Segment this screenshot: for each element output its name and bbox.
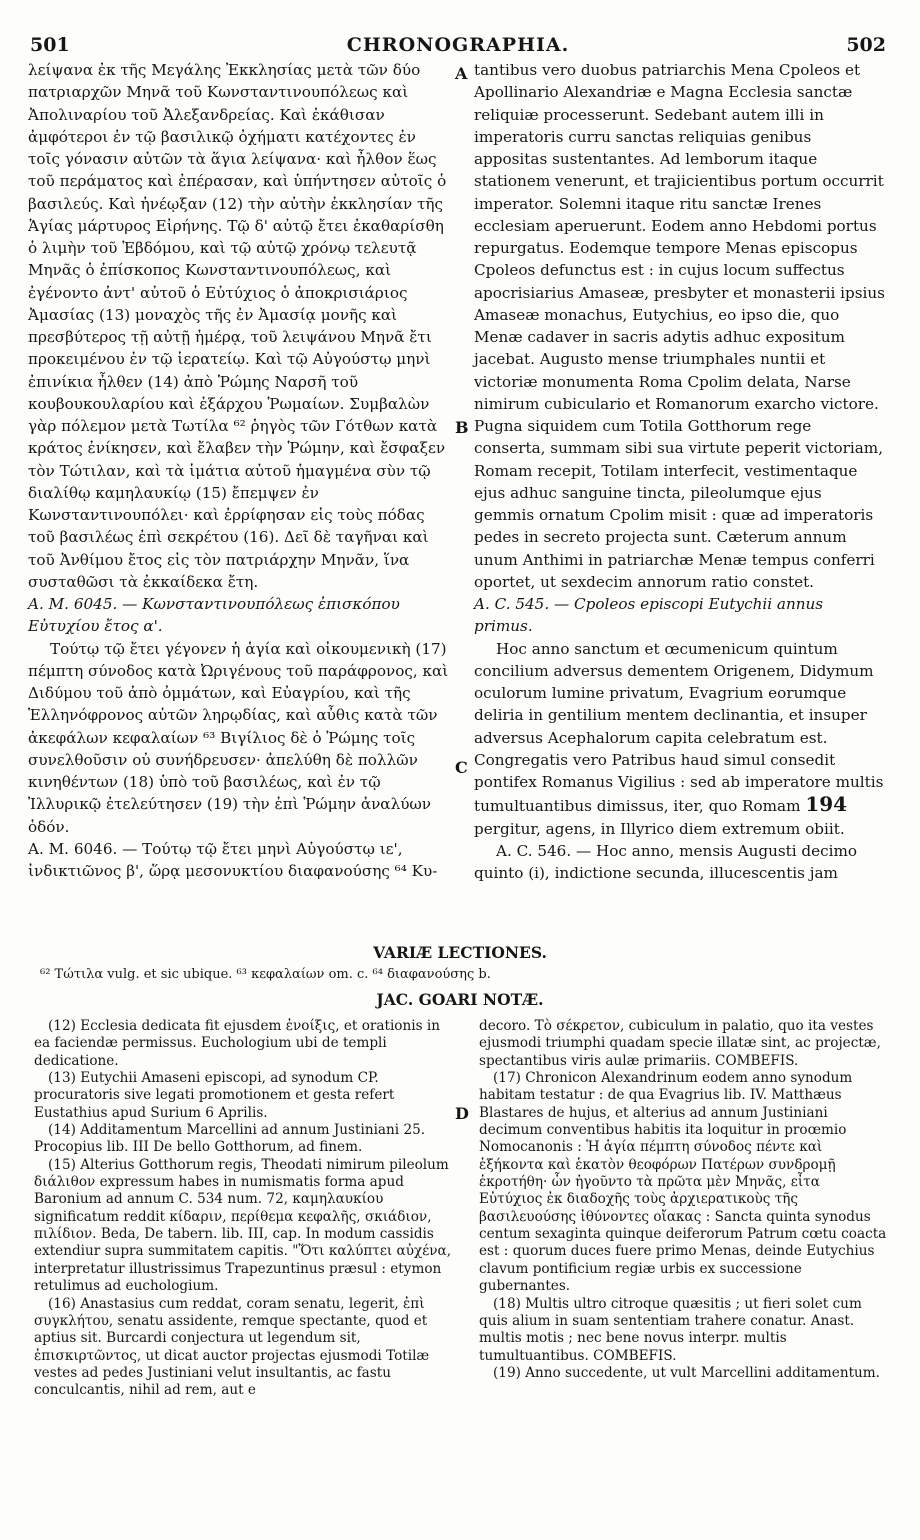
note-paragraph: (15) Alterius Gotthorum regis, Theodati nimirum pileolum διάλιθον expressum habes in numismatis forma apud Baronium ad annum C. 534 num. 72, καμηλαυκίου significatum reddit κίδαριν, περίθεμα κεφαλῆς, σκιάδιον, πιλίδιον. Beda, De tabern. lib. III, cap. In modum cassidis extendiur supra summitatem capitis. "Ὅτι καλύπτει αὐχένα, interpretatur illustrissimus Trapezuntinus præsul : etymon retulimus ad euchologium. xyxy=(34,1156,452,1295)
note-paragraph: (13) Eutychii Amaseni episcopi, ad synodum CP. procuratoris sive legati promotionem et gesta refert Eustathius apud Surium 6 Aprilis. xyxy=(34,1070,395,1121)
notes-right-column xyxy=(479,1018,887,1382)
latin-text: pergitur, agens, in Illyrico diem extremum obiit. xyxy=(474,819,845,838)
greek-paragraph: Τούτῳ τῷ ἔτει γέγονεν ἡ ἁγία καὶ οἰκουμενικὴ (17) πέμπτη σύνοδος κατὰ Ὠριγένους τοῦ παράφρονος, καὶ Διδύμου τοῦ ἀπὸ ὀμμάτων, καὶ Εὐαγρίου, καὶ τῆς Ἑλληνόφρονος αὐτῶν ληρῳδίας, καὶ αὖθις κατὰ τῶν ἀκεφάλων κεφαλαίων ⁶³ Βιγίλιος δὲ ὁ Ῥώμης τοῖς συνελθοῦσιν οὐ συνήδρευσεν· ἀπελύθη δὲ πολλῶν κινηθέντων (18) ὑπὸ τοῦ βασιλέως, καὶ ἐν τῷ Ἰλλυρικῷ ἐτελεύτησεν (19) τὴν ἐπὶ Ῥώμην ἀναλύων ὁδόν. xyxy=(28,639,449,836)
margin-letter: D xyxy=(455,1104,469,1123)
variae-line: ⁶² Τώτιλα vulg. et sic ubique. ⁶³ κεφαλαίων om. c. ⁶⁴ διαφανούσης b. xyxy=(40,967,491,982)
latin-text: Hoc anno sanctum et œcumenicum quintum concilium adversus dementem Origenem, Didymum oculorum lumine privatum, Evagrium eorumque deliria in gentilium mentem declinantia, et insuper adversus Acephalorum capita celebratum est. Congregatis vero Patribus haud simul consedit pontifex Romanus Vigilius : sed ab imperatore multis tumultuantibus dimissus, iter, quo Romam xyxy=(474,639,884,816)
latin-paragraph xyxy=(474,638,886,840)
note-paragraph: (19) Anno succedente, ut vult Marcellini additamentum. xyxy=(493,1364,881,1381)
note-paragraph: (17) Chronicon Alexandrinum eodem anno synodum habitam testatur : de qua Evagrius lib. IV. Matthæus Blastares de hujus, et alterius ad annum Justiniani decimum conventibus habitis ita loquitur in proœmio Nomocanonis : Ἡ ἁγία πέμπτη σύνοδος πέντε καὶ ἑξήκοντα καὶ ἑκατὸν θεοφόρων Πατέρων συνδρομῇ ἐκροτήθη· ὧν ἡγοῦντο τὰ πρῶτα μὲν Μηνᾶς, εἶτα Εὐτύχιος ἐκ διαδοχῆς τοὺς ἀρχιερατικοὺς τῆς βασιλευούσης ἰθύνοντες οἴακας : Sancta quinta synodus centum sexaginta quinque deiferorum Patrum cœtu coacta est : quorum duces fuere primo Menas, deinde Eutychius clavum pontificium regiæ urbis ex successione gubernantes. xyxy=(479,1070,887,1295)
variae-heading: VARIÆ LECTIONES. xyxy=(373,943,547,962)
greek-text-column xyxy=(28,59,452,882)
greek-year-heading: A. M. 6046. — Τούτῳ τῷ ἔτει μηνὶ Αὐγούστῳ ιε', ἰνδικτιῶνος β', ὥρᾳ μεσονυκτίου διαφανούσης ⁶⁴ Κυ- xyxy=(28,839,438,880)
note-paragraph: (18) Multis ultro citroque quæsitis ; ut fieri solet cum quis alium in suam sententiam trahere conatur. Anast. multis motis ; nec bene novus interpr. multis tumultuantibus. COMBEFIS. xyxy=(479,1295,862,1364)
margin-letter: A xyxy=(455,64,468,83)
margin-letter: B xyxy=(455,418,469,437)
greek-year-heading: A. M. 6045. — Κωνσταντινουπόλεως ἐπισκόπου Εὐτυχίου ἔτος α'. xyxy=(28,595,400,636)
edition-page-marker: 194 xyxy=(805,792,848,817)
note-paragraph: (12) Ecclesia dedicata fit ejusdem ἐνοίξις, et orationis in ea faciendæ permissus. Euchologium ubi de templi dedicatione. xyxy=(34,1018,440,1069)
latin-paragraph: tantibus vero duobus patriarchis Mena Cpoleos et Apollinario Alexandriæ e Magna Ecclesia sanctæ reliquiæ processerunt. Sedebant autem illi in imperatoris curru sanctas reliquias genibus appositas sustentantes. Ad lemborum itaque stationem venerunt, et trajicientibus portum occurrit imperator. Solemni itaque ritu sanctæ Irenes ecclesiam aperuerunt. Eodem anno Hebdomi portus repurgatus. Eodemque tempore Menas episcopus Cpoleos defunctus est : in cujus locum suffectus apocrisiarius Amaseæ, presbyter et monasterii ipsius Amaseæ monachus, Eutychius, eo ipso die, quo Menæ cadaver in sacris adytis adhuc expositum jacebat. Augusto mense triumphales nuntii et victoriæ monumenta Roma Cpolim delata, Narse nimirum cubiculario et Romanorum exarcho victore. Pugna siquidem cum Totila Gotthorum rege conserta, summam sibi sua virtute peperit victoriam, Romam recepit, Totilam interfecit, vestimentaque ejus adhuc sanguine tincta, pileolumque ejus gemmis ornatum Cpolim misit : quæ ad imperatoris pedes in secreto projecta sunt. Cæterum annum unum Anthimi in patriarchæ Menæ tempus conferri oportet, ut sexdecim annorum ratio constet. xyxy=(474,61,885,591)
running-title: CHRONOGRAPHIA. xyxy=(346,34,570,56)
margin-letter: C xyxy=(455,758,468,777)
note-paragraph: (16) Anastasius cum reddat, coram senatu, legerit, ἐπὶ συγκλήτου, senatu assidente, remque spectante, quod et aptius sit. Burcardi conjectura ut legendum sit, ἐπισκιρτῶντος, ut dicat auctor projectas ejusmodi Totilæ vestes ad pedes Justiniani velut insultantis, ac fastu conculcantis, nihil ad rem, aut e xyxy=(34,1295,430,1399)
greek-paragraph: λείψανα ἐκ τῆς Μεγάλης Ἐκκλησίας μετὰ τῶν δύο πατριαρχῶν Μηνᾶ τοῦ Κωνσταντινουπόλεως καὶ Ἀπολιναρίου τοῦ Ἀλεξανδρείας. Καὶ ἐκάθισαν ἀμφότεροι ἐν τῷ βασιλικῷ ὀχήματι κατέχοντες ἐν τοῖς γόνασιν αὐτῶν τὰ ἅγια λείψανα· καὶ ἦλθον ἕως τοῦ περάματος καὶ ἐπέρασαν, καὶ ὑπήντησεν αὐτοῖς ὁ βασιλεύς. Καὶ ἠνέῳξαν (12) τὴν αὐτὴν ἐκκλησίαν τῆς Ἁγίας μάρτυρος Εἰρήνης. Τῷ δ' αὐτῷ ἔτει ἐκαθαρίσθη ὁ λιμὴν τοῦ Ἑβδόμου, καὶ τῷ αὐτῷ χρόνῳ τελευτᾷ Μηνᾶς ὁ ἐπίσκοπος Κωνσταντινουπόλεως, καὶ ἐγένοντο ἀντ' αὐτοῦ ὁ Εὐτύχιος ὁ ἀποκρισιάριος Ἀμασίας (13) μοναχὸς τῆς ἐν Ἀμασίᾳ μονῆς καὶ πρεσβύτερος τῇ αὐτῇ ἡμέρᾳ, τοῦ λειψάνου Μηνᾶ ἔτι προκειμένου ἐν τῷ ἱερατείῳ. Καὶ τῷ Αὐγούστῳ μηνὶ ἐπινίκια ἦλθεν (14) ἀπὸ Ῥώμης Ναρσῆ τοῦ κουβουκουλαρίου καὶ ἐξάρχου Ῥωμαίων. Συμβαλὼν γὰρ πόλεμον μετὰ Τωτίλα ⁶² ῥηγὸς τῶν Γότθων κατὰ κράτος ἐνίκησεν, καὶ ἔλαβεν τὴν Ῥώμην, καὶ ἔσφαξεν τὸν Τώτιλαν, καὶ τὰ ἱμάτια αὐτοῦ ἡμαγμένα σὺν τῷ διαλίθῳ καμηλαυκίῳ (15) ἔπεμψεν ἐν Κωνσταντινουπόλει· καὶ ἐρρίφησαν εἰς τοὺς πόδας τοῦ βασιλέως ἐπὶ σεκρέτου (16). Δεῖ δὲ ταγῆναι καὶ τοῦ Ἀνθίμου ἔτος εἰς τὸν πατριάρχην Μηνᾶν, ἵνα συσταθῶσι τὰ ἐκκαίδεκα ἔτη. xyxy=(28,61,447,591)
right-page-number: 502 xyxy=(846,34,886,56)
latin-year-heading: A. C. 545. — Cpoleos episcopi Eutychii annus primus. xyxy=(474,595,824,636)
notes-left-column xyxy=(34,1018,454,1400)
notae-heading: JAC. GOARI NOTÆ. xyxy=(376,990,544,1009)
note-paragraph: decoro. Τὸ σέκρετον, cubiculum in palatio, quo ita vestes ejusmodi triumphi quadam specie illatæ sint, ac projectæ, spectantibus viris aulæ primariis. COMBEFIS. xyxy=(479,1018,881,1069)
latin-text-column xyxy=(474,59,886,884)
left-page-number: 501 xyxy=(30,34,70,56)
latin-paragraph: A. C. 546. — Hoc anno, mensis Augusti decimo quinto (i), indictione secunda, illucescentis jam xyxy=(474,841,858,882)
note-paragraph: (14) Additamentum Marcellini ad annum Justiniani 25. Procopius lib. III De bello Gotthorum, ad finem. xyxy=(34,1122,426,1156)
